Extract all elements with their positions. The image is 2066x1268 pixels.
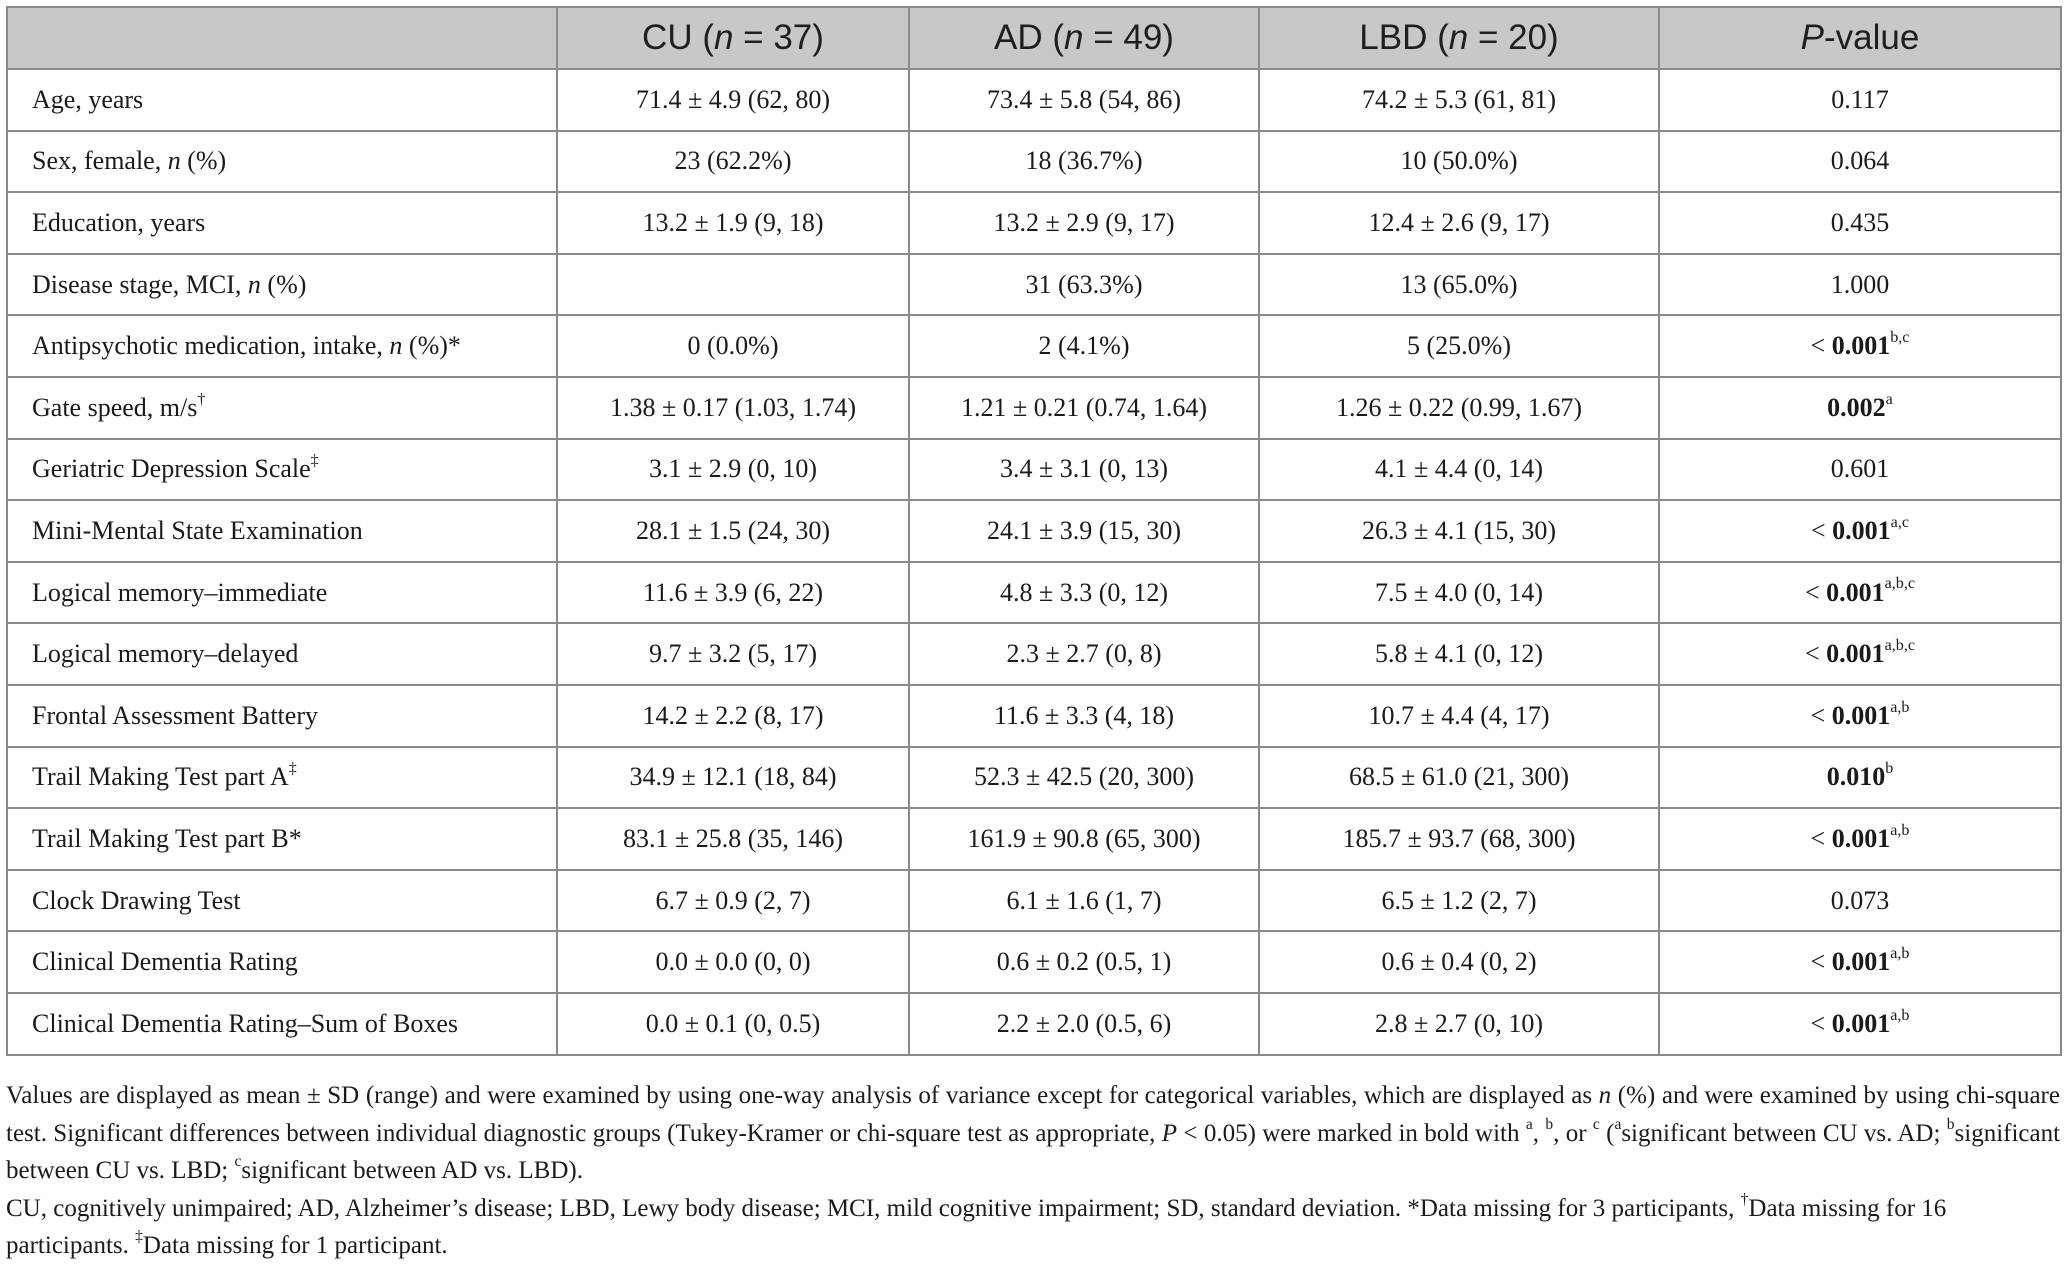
footnote-methods: Values are displayed as mean ± SD (range) and were examined by using one-way analysis of variance except for categorical variables, which are displayed as n (%) and were examined by using chi-square test. Significant differences between individual diagnostic groups (Tukey-Kramer or chi-square test as appropriate, P < 0.05) were marked in bold with $^a$, $^b$, or $^c$ ($^a$significant between CU vs. AD; $^b$significant between CU vs. LBD; $^c$significant between AD vs. LBD). <box>6 1082 2061 1184</box>
row-label: Trail Making Test part A‡ <box>7 747 557 809</box>
cell-lbd: 6.5 ± 1.2 (2, 7) <box>1259 870 1659 932</box>
cell-lbd: 10 (50.0%) <box>1259 131 1659 193</box>
cell-cu <box>557 254 909 316</box>
cell-p-value: 0.064 <box>1659 131 2061 193</box>
table-header <box>7 7 2061 69</box>
cell-ad: 11.6 ± 3.3 (4, 18) <box>909 685 1259 747</box>
row-label: Education, years <box>7 192 557 254</box>
header-cu: CU (n = 37) <box>557 7 909 69</box>
table-row <box>7 377 2061 439</box>
table-row <box>7 254 2061 316</box>
row-label: Clinical Dementia Rating <box>7 931 557 993</box>
cell-p-value: < $0.001^{b,c}$ <box>1659 315 2061 377</box>
table-footnotes <box>6 1077 2060 1265</box>
row-label: Sex, female, n (%) <box>7 131 557 193</box>
table-row <box>7 439 2061 501</box>
cell-p-value: < $0.001^{a,b}$ <box>1659 808 2061 870</box>
cell-cu: 0 (0.0%) <box>557 315 909 377</box>
cell-p-value: < $0.001^{a,b,c}$ <box>1659 562 2061 624</box>
table-row <box>7 870 2061 932</box>
cell-lbd: 74.2 ± 5.3 (61, 81) <box>1259 69 1659 131</box>
cell-p-value: < $0.001^{a,c}$ <box>1659 500 2061 562</box>
cell-p-value: 0.010$^b$ <box>1659 747 2061 809</box>
cell-lbd: 13 (65.0%) <box>1259 254 1659 316</box>
cell-lbd: 0.6 ± 0.4 (0, 2) <box>1259 931 1659 993</box>
cell-ad: 1.21 ± 0.21 (0.74, 1.64) <box>909 377 1259 439</box>
table-row <box>7 192 2061 254</box>
cell-lbd: 10.7 ± 4.4 (4, 17) <box>1259 685 1659 747</box>
cell-cu: 0.0 ± 0.1 (0, 0.5) <box>557 993 909 1055</box>
header-row <box>7 7 2061 69</box>
header-lbd: LBD (n = 20) <box>1259 7 1659 69</box>
cell-ad: 13.2 ± 2.9 (9, 17) <box>909 192 1259 254</box>
table-row <box>7 808 2061 870</box>
row-label: Clock Drawing Test <box>7 870 557 932</box>
cell-lbd: 1.26 ± 0.22 (0.99, 1.67) <box>1259 377 1659 439</box>
cell-cu: 3.1 ± 2.9 (0, 10) <box>557 439 909 501</box>
table-row <box>7 993 2061 1055</box>
cell-cu: 28.1 ± 1.5 (24, 30) <box>557 500 909 562</box>
row-label: Clinical Dementia Rating–Sum of Boxes <box>7 993 557 1055</box>
header-row-label <box>7 7 557 69</box>
cell-p-value: 0.073 <box>1659 870 2061 932</box>
cell-ad: 6.1 ± 1.6 (1, 7) <box>909 870 1259 932</box>
row-label: Gate speed, m/s† <box>7 377 557 439</box>
cell-ad: 73.4 ± 5.8 (54, 86) <box>909 69 1259 131</box>
table-row <box>7 623 2061 685</box>
header-ad: AD (n = 49) <box>909 7 1259 69</box>
cell-p-value: 0.117 <box>1659 69 2061 131</box>
cell-ad: 24.1 ± 3.9 (15, 30) <box>909 500 1259 562</box>
table-row <box>7 69 2061 131</box>
cell-cu: 13.2 ± 1.9 (9, 18) <box>557 192 909 254</box>
table-body <box>7 69 2061 1055</box>
cell-lbd: 7.5 ± 4.0 (0, 14) <box>1259 562 1659 624</box>
cell-lbd: 5 (25.0%) <box>1259 315 1659 377</box>
table-row <box>7 131 2061 193</box>
cell-p-value: < $0.001^{a,b,c}$ <box>1659 623 2061 685</box>
cell-ad: 2.2 ± 2.0 (0.5, 6) <box>909 993 1259 1055</box>
row-label: Logical memory–immediate <box>7 562 557 624</box>
cell-p-value: < $0.001^{a,b}$ <box>1659 685 2061 747</box>
cell-cu: 0.0 ± 0.0 (0, 0) <box>557 931 909 993</box>
table-row <box>7 747 2061 809</box>
cell-p-value: 0.002$^a$ <box>1659 377 2061 439</box>
cell-cu: 9.7 ± 3.2 (5, 17) <box>557 623 909 685</box>
table-row <box>7 562 2061 624</box>
row-label: Age, years <box>7 69 557 131</box>
row-label: Mini-Mental State Examination <box>7 500 557 562</box>
cell-ad: 2.3 ± 2.7 (0, 8) <box>909 623 1259 685</box>
cell-cu: 34.9 ± 12.1 (18, 84) <box>557 747 909 809</box>
cell-ad: 0.6 ± 0.2 (0.5, 1) <box>909 931 1259 993</box>
cell-ad: 161.9 ± 90.8 (65, 300) <box>909 808 1259 870</box>
cell-p-value: < $0.001^{a,b}$ <box>1659 993 2061 1055</box>
table-row <box>7 500 2061 562</box>
cell-ad: 18 (36.7%) <box>909 131 1259 193</box>
cell-cu: 6.7 ± 0.9 (2, 7) <box>557 870 909 932</box>
table-row <box>7 685 2061 747</box>
table-row <box>7 931 2061 993</box>
cell-ad: 2 (4.1%) <box>909 315 1259 377</box>
row-label: Antipsychotic medication, intake, n (%)* <box>7 315 557 377</box>
cell-lbd: 185.7 ± 93.7 (68, 300) <box>1259 808 1659 870</box>
cell-cu: 83.1 ± 25.8 (35, 146) <box>557 808 909 870</box>
row-label: Logical memory–delayed <box>7 623 557 685</box>
cell-cu: 14.2 ± 2.2 (8, 17) <box>557 685 909 747</box>
cell-cu: 1.38 ± 0.17 (1.03, 1.74) <box>557 377 909 439</box>
cell-cu: 71.4 ± 4.9 (62, 80) <box>557 69 909 131</box>
row-label: Trail Making Test part B* <box>7 808 557 870</box>
cell-ad: 4.8 ± 3.3 (0, 12) <box>909 562 1259 624</box>
cell-p-value: 0.435 <box>1659 192 2061 254</box>
row-label: Geriatric Depression Scale‡ <box>7 439 557 501</box>
row-label: Disease stage, MCI, n (%) <box>7 254 557 316</box>
cell-cu: 23 (62.2%) <box>557 131 909 193</box>
cell-lbd: 68.5 ± 61.0 (21, 300) <box>1259 747 1659 809</box>
cell-p-value: < $0.001^{a,b}$ <box>1659 931 2061 993</box>
cell-p-value: 1.000 <box>1659 254 2061 316</box>
characteristics-table <box>6 6 2062 1056</box>
row-label: Frontal Assessment Battery <box>7 685 557 747</box>
cell-p-value: 0.601 <box>1659 439 2061 501</box>
cell-ad: 31 (63.3%) <box>909 254 1259 316</box>
cell-lbd: 5.8 ± 4.1 (0, 12) <box>1259 623 1659 685</box>
cell-lbd: 26.3 ± 4.1 (15, 30) <box>1259 500 1659 562</box>
header-p-value: P-value <box>1659 7 2061 69</box>
cell-ad: 3.4 ± 3.1 (0, 13) <box>909 439 1259 501</box>
cell-lbd: 2.8 ± 2.7 (0, 10) <box>1259 993 1659 1055</box>
cell-lbd: 12.4 ± 2.6 (9, 17) <box>1259 192 1659 254</box>
cell-cu: 11.6 ± 3.9 (6, 22) <box>557 562 909 624</box>
table-row <box>7 315 2061 377</box>
cell-lbd: 4.1 ± 4.4 (0, 14) <box>1259 439 1659 501</box>
cell-ad: 52.3 ± 42.5 (20, 300) <box>909 747 1259 809</box>
characteristics-table-container <box>6 6 2060 1056</box>
footnote-abbreviations: CU, cognitively unimpaired; AD, Alzheimer’s disease; LBD, Lewy body disease; MCI, mild cognitive impairment; SD, standard deviation. *Data missing for 3 participants, †Data missing for 16 participants. ‡Data missing for 1 participant. <box>6 1190 1947 1259</box>
